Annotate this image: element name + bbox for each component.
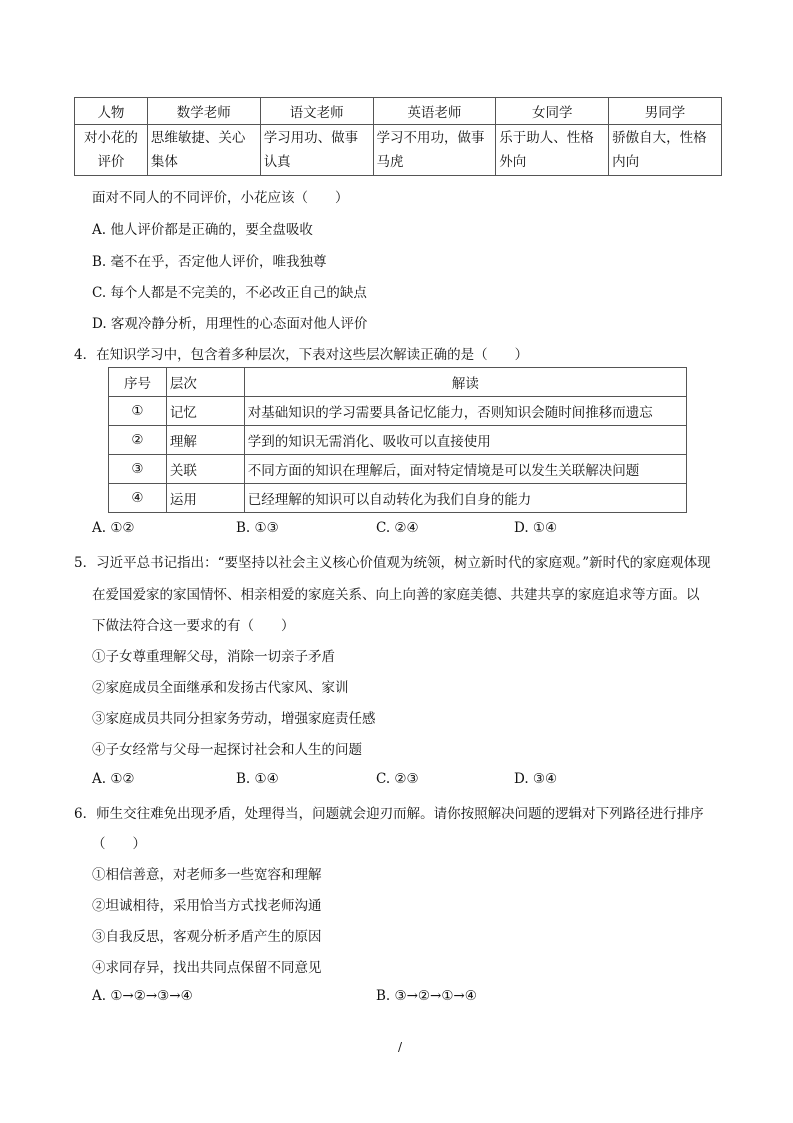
q5-stem-line: 在爱国爱家的家国情怀、相亲相爱的家庭关系、向上向善的家庭美德、共建共享的家庭追求等方面。以 — [92, 587, 700, 603]
q6-option-a: A. ①→②→③→④ — [92, 988, 193, 1004]
q4-option-d: D. ①④ — [514, 520, 558, 536]
table-cell: 学习不用功，做事马虎 — [373, 125, 496, 176]
table-row — [109, 484, 687, 513]
table-header-cell: 序号 — [109, 368, 167, 397]
q5-item: ④子女经常与父母一起探讨社会和人生的问题 — [92, 742, 362, 758]
table-cell: 骄傲自大，性格内向 — [609, 125, 722, 176]
table-cell: ① — [109, 397, 167, 426]
knowledge-levels-table — [108, 367, 687, 513]
q5-option-a: A. ①② — [92, 771, 135, 787]
q4-option-c: C. ②④ — [376, 520, 419, 536]
table-cell: 已经理解的知识可以自动转化为我们自身的能力 — [244, 484, 686, 513]
q6-stem-line: （ ） — [92, 836, 146, 852]
q6-option-b: B. ③→②→①→④ — [376, 988, 477, 1004]
table-cell: 乐于助人、性格外向 — [496, 125, 609, 176]
page-mark: / — [398, 1040, 403, 1054]
table-cell: ② — [109, 426, 167, 455]
q3-option-d: D. 客观冷静分析，用理性的心态面对他人评价 — [92, 316, 368, 332]
q6-item: ②坦诚相待，采用恰当方式找老师沟通 — [92, 898, 322, 914]
table-header-cell: 英语老师 — [373, 98, 496, 125]
table-cell: 记忆 — [166, 397, 244, 426]
table-row — [109, 397, 687, 426]
q3-option-a: A. 他人评价都是正确的，要全盘吸收 — [92, 222, 313, 238]
q5-option-d: D. ③④ — [514, 771, 558, 787]
q4-option-b: B. ①③ — [236, 520, 279, 536]
table-cell: 对基础知识的学习需要具备记忆能力，否则知识会随时间推移而遗忘 — [244, 397, 686, 426]
table-header-cell: 女同学 — [496, 98, 609, 125]
q6-stem-line: 6．师生交往难免出现矛盾，处理得当，问题就会迎刃而解。请你按照解决问题的逻辑对下列路径进行排序 — [74, 806, 704, 822]
q4-stem: 4．在知识学习中，包含着多种层次，下表对这些层次解读正确的是（ ） — [74, 347, 529, 363]
table-row — [109, 455, 687, 484]
q4-option-a: A. ①② — [92, 520, 135, 536]
table-cell: ③ — [109, 455, 167, 484]
q6-item: ④求同存异，找出共同点保留不同意见 — [92, 960, 322, 976]
table-cell: 不同方面的知识在理解后，面对特定情境是可以发生关联解决问题 — [244, 455, 686, 484]
q5-stem-line: 5．习近平总书记指出：“要坚持以社会主义核心价值观为统领，树立新时代的家庭观。”新时代的家庭观体现 — [74, 555, 711, 571]
q5-item: ③家庭成员共同分担家务劳动，增强家庭责任感 — [92, 711, 376, 727]
table-cell: 关联 — [166, 455, 244, 484]
q5-option-c: C. ②③ — [376, 771, 419, 787]
q5-item: ②家庭成员全面继承和发扬古代家风、家训 — [92, 680, 349, 696]
table-header-cell: 层次 — [166, 368, 244, 397]
q3-option-c: C. 每个人都是不完美的，不必改正自己的缺点 — [92, 285, 367, 301]
table-cell: 理解 — [166, 426, 244, 455]
table-header-cell: 人物 — [75, 98, 148, 125]
q5-stem-line: 下做法符合这一要求的有（ ） — [92, 618, 295, 634]
table-cell: 思维敏捷、关心集体 — [147, 125, 260, 176]
q3-option-b: B. 毫不在乎，否定他人评价，唯我独尊 — [92, 254, 327, 270]
table-header-cell: 语文老师 — [260, 98, 373, 125]
table-header-cell: 数学老师 — [147, 98, 260, 125]
evaluation-table — [74, 97, 722, 176]
table-row — [109, 426, 687, 455]
table-header-cell: 解读 — [244, 368, 686, 397]
table-cell: 对小花的评价 — [75, 125, 148, 176]
q5-option-b: B. ①④ — [236, 771, 279, 787]
table-cell: 学到的知识无需消化、吸收可以直接使用 — [244, 426, 686, 455]
table-header-cell: 男同学 — [609, 98, 722, 125]
q6-item: ①相信善意，对老师多一些宽容和理解 — [92, 867, 322, 883]
table-cell: 运用 — [166, 484, 244, 513]
q6-item: ③自我反思，客观分析矛盾产生的原因 — [92, 929, 322, 945]
table-cell: 学习用功、做事认真 — [260, 125, 373, 176]
q3-stem: 面对不同人的不同评价，小花应该（ ） — [92, 190, 349, 206]
table-cell: ④ — [109, 484, 167, 513]
q5-item: ①子女尊重理解父母，消除一切亲子矛盾 — [92, 649, 335, 665]
